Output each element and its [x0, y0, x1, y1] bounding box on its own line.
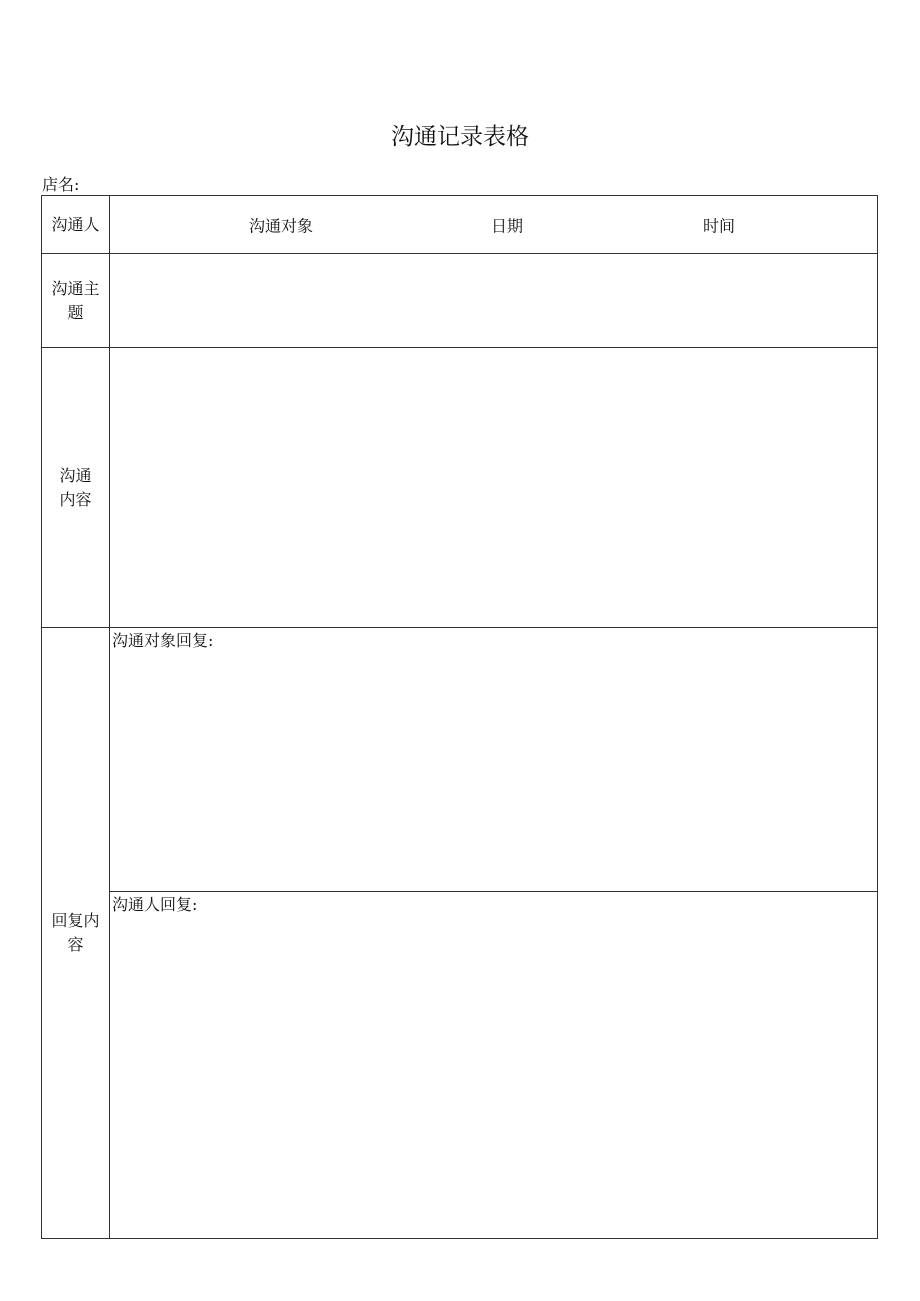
communicator-label: 沟通人 — [51, 214, 100, 234]
header-fields-cell — [110, 196, 878, 254]
store-name-label: 店名: — [42, 175, 80, 194]
reply-label-line1: 回复内 — [51, 911, 100, 930]
communicator-reply-cell[interactable] — [110, 892, 878, 1239]
topic-row — [42, 254, 878, 348]
reply-label-line2: 容 — [67, 935, 84, 954]
topic-label-line1: 沟通主 — [51, 278, 100, 298]
reply-label-cell — [42, 628, 110, 1239]
topic-label-cell — [42, 254, 110, 348]
content-row — [42, 348, 878, 628]
communication-record-table — [41, 195, 878, 1239]
communicator-reply-row — [42, 892, 878, 1239]
target-reply-cell[interactable] — [110, 628, 878, 892]
content-input-cell[interactable] — [110, 348, 878, 628]
target-reply-row — [42, 628, 878, 892]
content-label-line1: 沟通 — [59, 465, 92, 485]
date-label: 日期 — [491, 216, 524, 235]
topic-label-line2: 题 — [67, 302, 84, 322]
content-label-line2: 内容 — [59, 489, 92, 509]
time-label: 时间 — [703, 216, 736, 235]
target-reply-label: 沟通对象回复: — [112, 631, 214, 650]
content-label-cell — [42, 348, 110, 628]
header-row — [42, 196, 878, 254]
document-title: 沟通记录表格 — [391, 124, 529, 150]
communicator-reply-label: 沟通人回复: — [112, 895, 198, 914]
communicator-label-cell — [42, 196, 110, 254]
topic-input-cell[interactable] — [110, 254, 878, 348]
target-label: 沟通对象 — [249, 216, 314, 235]
